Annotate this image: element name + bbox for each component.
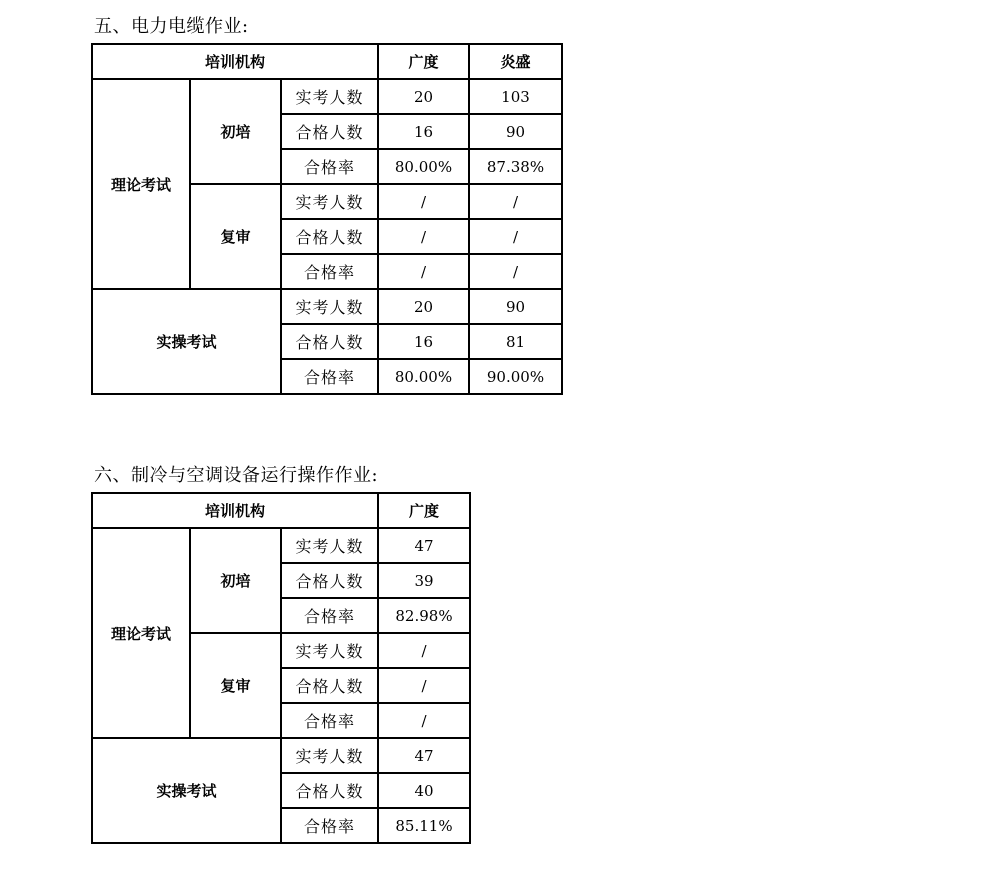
cell-value: 47 xyxy=(378,738,470,773)
theory-exam-label: 理论考试 xyxy=(92,79,190,289)
header-yansheng: 炎盛 xyxy=(469,44,562,79)
cell-value: 90 xyxy=(469,114,562,149)
cell-value: 82.98% xyxy=(378,598,470,633)
section-6-title: 六、制冷与空调设备运行操作作业: xyxy=(94,465,379,486)
cell-value: / xyxy=(378,184,469,219)
practical-exam-label: 实操考试 xyxy=(92,289,281,394)
row-label-passed: 合格人数 xyxy=(281,773,378,808)
practical-exam-label: 实操考试 xyxy=(92,738,281,843)
table-header-row xyxy=(92,493,470,528)
row-label-rate: 合格率 xyxy=(281,808,378,843)
refrigeration-table xyxy=(91,492,471,844)
row-label-taken: 实考人数 xyxy=(281,79,378,114)
row-label-passed: 合格人数 xyxy=(281,563,378,598)
cell-value: 20 xyxy=(378,289,469,324)
cell-value: 39 xyxy=(378,563,470,598)
electric-cable-table xyxy=(91,43,563,395)
cell-value: / xyxy=(378,254,469,289)
table-row xyxy=(92,738,470,773)
cell-value: 87.38% xyxy=(469,149,562,184)
initial-training-label: 初培 xyxy=(190,528,281,633)
section-5-title: 五、电力电缆作业: xyxy=(94,16,249,37)
row-label-rate: 合格率 xyxy=(281,359,378,394)
row-label-rate: 合格率 xyxy=(281,703,378,738)
cell-value: / xyxy=(469,254,562,289)
cell-value: 85.11% xyxy=(378,808,470,843)
header-org: 培训机构 xyxy=(92,493,378,528)
row-label-taken: 实考人数 xyxy=(281,184,378,219)
row-label-passed: 合格人数 xyxy=(281,114,378,149)
table-row xyxy=(92,289,562,324)
table-header-row xyxy=(92,44,562,79)
theory-exam-label: 理论考试 xyxy=(92,528,190,738)
row-label-rate: 合格率 xyxy=(281,254,378,289)
table-row xyxy=(92,79,562,114)
cell-value: 16 xyxy=(378,114,469,149)
cell-value: / xyxy=(378,219,469,254)
cell-value: 80.00% xyxy=(378,359,469,394)
review-training-label: 复审 xyxy=(190,184,281,289)
row-label-passed: 合格人数 xyxy=(281,324,378,359)
cell-value: 16 xyxy=(378,324,469,359)
row-label-taken: 实考人数 xyxy=(281,633,378,668)
row-label-rate: 合格率 xyxy=(281,149,378,184)
review-training-label: 复审 xyxy=(190,633,281,738)
cell-value: 81 xyxy=(469,324,562,359)
cell-value: / xyxy=(378,703,470,738)
header-guangdu: 广度 xyxy=(378,493,470,528)
table-row xyxy=(92,528,470,563)
header-org: 培训机构 xyxy=(92,44,378,79)
cell-value: 90 xyxy=(469,289,562,324)
cell-value: / xyxy=(378,633,470,668)
row-label-taken: 实考人数 xyxy=(281,289,378,324)
row-label-rate: 合格率 xyxy=(281,598,378,633)
cell-value: / xyxy=(378,668,470,703)
cell-value: 80.00% xyxy=(378,149,469,184)
cell-value: 103 xyxy=(469,79,562,114)
cell-value: 90.00% xyxy=(469,359,562,394)
cell-value: 20 xyxy=(378,79,469,114)
cell-value: 40 xyxy=(378,773,470,808)
cell-value: / xyxy=(469,184,562,219)
cell-value: / xyxy=(469,219,562,254)
cell-value: 47 xyxy=(378,528,470,563)
initial-training-label: 初培 xyxy=(190,79,281,184)
row-label-passed: 合格人数 xyxy=(281,219,378,254)
row-label-passed: 合格人数 xyxy=(281,668,378,703)
row-label-taken: 实考人数 xyxy=(281,738,378,773)
row-label-taken: 实考人数 xyxy=(281,528,378,563)
header-guangdu: 广度 xyxy=(378,44,469,79)
